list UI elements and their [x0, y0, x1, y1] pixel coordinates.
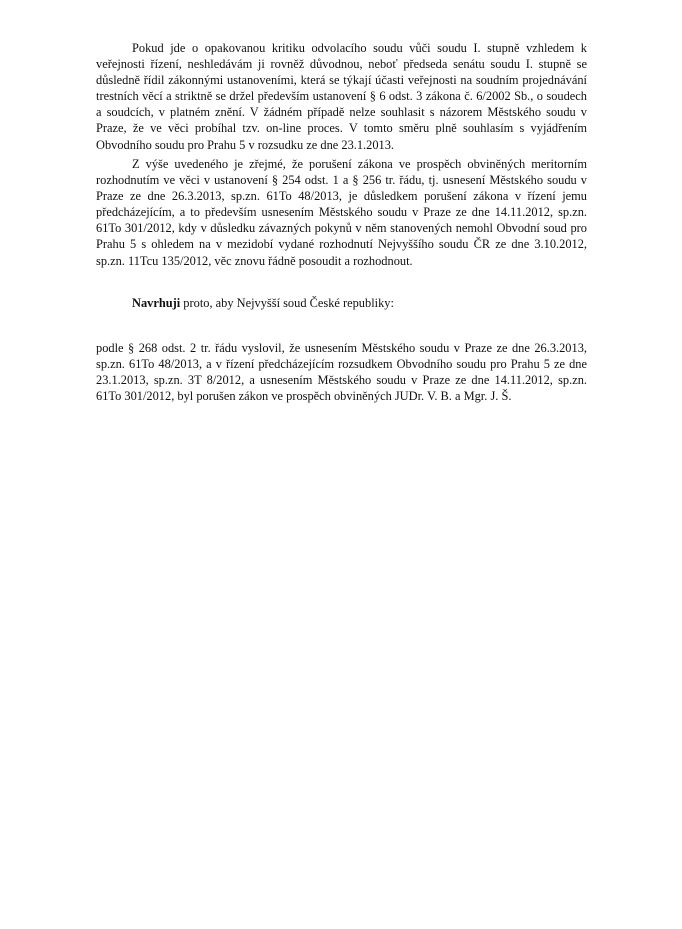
proposal-heading-text: proto, aby Nejvyšší soud České republiky:	[180, 296, 394, 310]
proposal-heading	[96, 295, 587, 311]
paragraph-public-proceedings: Pokud jde o opakovanou kritiku odvolacího soudu vůči soudu I. stupně vzhledem k veřejnosti řízení, neshledávám ji rovněž důvodnou, neboť předseda senátu soudu I. stupně se důsledně řídil zákonnými ustanoveními, která se týkají účasti veřejnosti na soudním projednávání trestních věcí a striktně se držel především ustanovení § 6 odst. 3 zákona č. 6/2002 Sb., o soudech a soudcích, v platném znění. V žádném případě nelze souhlasit s názorem Městského soudu v Praze, že ve věci probíhal tzv. on-line proces. V tomto směru plně souhlasím s vyjádřením Obvodního soudu pro Prahu 5 v rozsudku ze dne 23.1.2013.	[96, 41, 587, 152]
paragraph-proposal-body: podle § 268 odst. 2 tr. řádu vyslovil, že usnesením Městského soudu v Praze ze dne 26.3.2013, sp.zn. 61To 48/2013, a v řízení předcházejícím rozsudkem Obvodního soudu pro Prahu 5 ze dne 23.1.2013, sp.zn. 3T 8/2012, a usnesením Městského soudu v Praze ze dne 14.11.2012, sp.zn. 61To 301/2012, byl porušen zákon ve prospěch obviněných JUDr. V. B. a Mgr. J. Š.	[96, 341, 587, 404]
proposal-keyword: Navrhuji	[132, 296, 181, 310]
paragraph-violation-summary: Z výše uvedeného je zřejmé, že porušení zákona ve prospěch obviněných meritorním rozhodnutím ve věci v ustanovení § 254 odst. 1 a § 256 tr. řádu, tj. usnesení Městského soudu v Praze ze dne 26.3.2013, sp.zn. 61To 48/2013, je důsledkem porušení zákona v řízení jemu předcházejícím, a to především usnesením Městského soudu v Praze ze dne 14.11.2012, sp.zn. 61To 301/2012, kdy v důsledku závazných pokynů v něm stanovených nemohl Obvodní soud pro Prahu 5 s ohledem na v mezidobí vydané rozhodnutí Nejvyššího soudu ČR ze dne 3.10.2012, sp.zn. 11Tcu 135/2012, věc znovu řádně posoudit a rozhodnout.	[96, 157, 587, 268]
